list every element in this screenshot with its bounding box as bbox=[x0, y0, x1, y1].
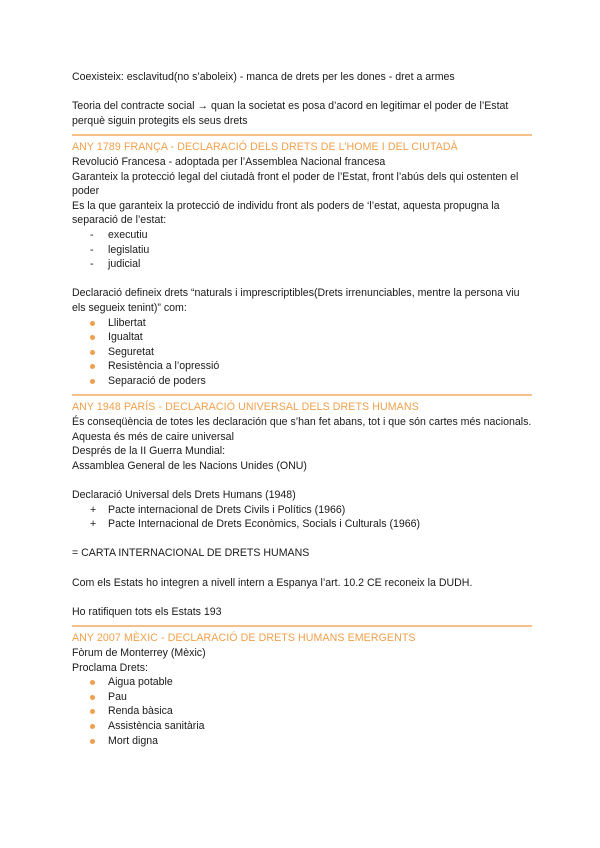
list-item: Seguretat bbox=[72, 345, 532, 360]
list-item: Assistència sanitària bbox=[72, 719, 532, 734]
para-1789-3: Es la que garanteix la protecció de individu front als poders de ‘l’estat, aquesta propugna la separació de l’estat: bbox=[72, 199, 500, 227]
bullet-icon bbox=[90, 364, 95, 369]
bullet-icon bbox=[90, 379, 95, 384]
heading-1948: ANY 1948 PARÍS - DECLARACIÓ UNIVERSAL DELS DRETS HUMANS bbox=[72, 401, 419, 414]
para-1789-1: Revolució Francesa - adoptada per l’Assemblea Nacional francesa bbox=[72, 155, 386, 168]
para-1948-4: Declaració Universal dels Drets Humans (1948) bbox=[72, 489, 296, 502]
list-item: - executiu bbox=[90, 228, 148, 241]
heading-1789: ANY 1789 FRANÇA - DECLARACIÓ DELS DRETS DE L’HOME I DEL CIUTADÀ bbox=[72, 141, 458, 154]
para-2007-2: Proclama Drets: bbox=[72, 661, 148, 674]
bullet-icon bbox=[90, 709, 95, 714]
list-item: Aigua potable bbox=[72, 675, 532, 690]
para-1948-2: Després de la II Guerra Mundial: bbox=[72, 445, 226, 458]
para-1948-5: = CARTA INTERNACIONAL DE DRETS HUMANS bbox=[72, 547, 310, 560]
para-1948-6: Com els Estats ho integren a nivell intern a Espanya l’art. 10.2 CE reconeix la DUDH. bbox=[72, 576, 473, 589]
section-divider bbox=[72, 394, 532, 396]
intro-line-2: Teoria del contracte social → quan la societat es posa d’acord en legitimar el poder de l’Estat perquè siguin protegits els seus drets bbox=[72, 100, 509, 127]
para-1789-4: Declaració defineix drets “naturals i imprescriptibles(Drets irrenunciables, mentre la persona viu els segueix tenint)” com: bbox=[72, 287, 520, 314]
bullet-icon bbox=[90, 321, 95, 326]
section-divider bbox=[72, 625, 532, 627]
heading-2007: ANY 2007 MÈXIC - DECLARACIÓ DE DRETS HUMANS EMERGENTS bbox=[72, 632, 416, 645]
list-item: Renda bàsica bbox=[72, 704, 532, 719]
bullet-icon bbox=[90, 695, 95, 700]
list-item: Pau bbox=[72, 690, 532, 705]
bullet-icon bbox=[90, 739, 95, 744]
list-item: Separació de poders bbox=[72, 374, 532, 389]
list-item: + Pacte Internacional de Drets Econòmics, Socials i Culturals (1966) bbox=[90, 518, 421, 531]
bullet-icon bbox=[90, 680, 95, 685]
list-item: Resistència a l’opressió bbox=[72, 359, 532, 374]
section-divider bbox=[72, 134, 532, 136]
list-item: + Pacte internacional de Drets Civils i Polítics (1966) bbox=[90, 503, 346, 516]
list-item: - legislatiu bbox=[90, 243, 150, 256]
document-page bbox=[72, 70, 532, 748]
pacts-list bbox=[72, 503, 532, 532]
list-item: - judicial bbox=[90, 258, 141, 271]
para-1789-2: Garanteix la protecció legal del ciutadà front el poder de l’Estat, front l’abús dels qui ostenten el poder bbox=[72, 170, 519, 198]
list-item: Mort digna bbox=[72, 734, 532, 749]
para-1948-3: Assamblea General de les Nacions Unides (ONU) bbox=[72, 459, 307, 472]
powers-list bbox=[72, 228, 532, 272]
rights-2007-list bbox=[72, 675, 532, 748]
intro-line-1: Coexisteix: esclavitud(no s’aboleix) - manca de drets per les dones - dret a armes bbox=[72, 71, 455, 83]
para-2007-1: Fòrum de Monterrey (Mèxic) bbox=[72, 646, 206, 659]
bullet-icon bbox=[90, 724, 95, 729]
bullet-icon bbox=[90, 350, 95, 355]
para-1948-7: Ho ratifiquen tots els Estats 193 bbox=[72, 605, 222, 618]
para-1948-1: És conseqüència de totes les declaración que s’han fet abans, tot i que són cartes més nacionals. Aquesta és més de caire universal bbox=[72, 416, 532, 443]
list-item: Igualtat bbox=[72, 330, 532, 345]
list-item: Llibertat bbox=[72, 316, 532, 331]
bullet-icon bbox=[90, 335, 95, 340]
rights-1789-list bbox=[72, 316, 532, 389]
